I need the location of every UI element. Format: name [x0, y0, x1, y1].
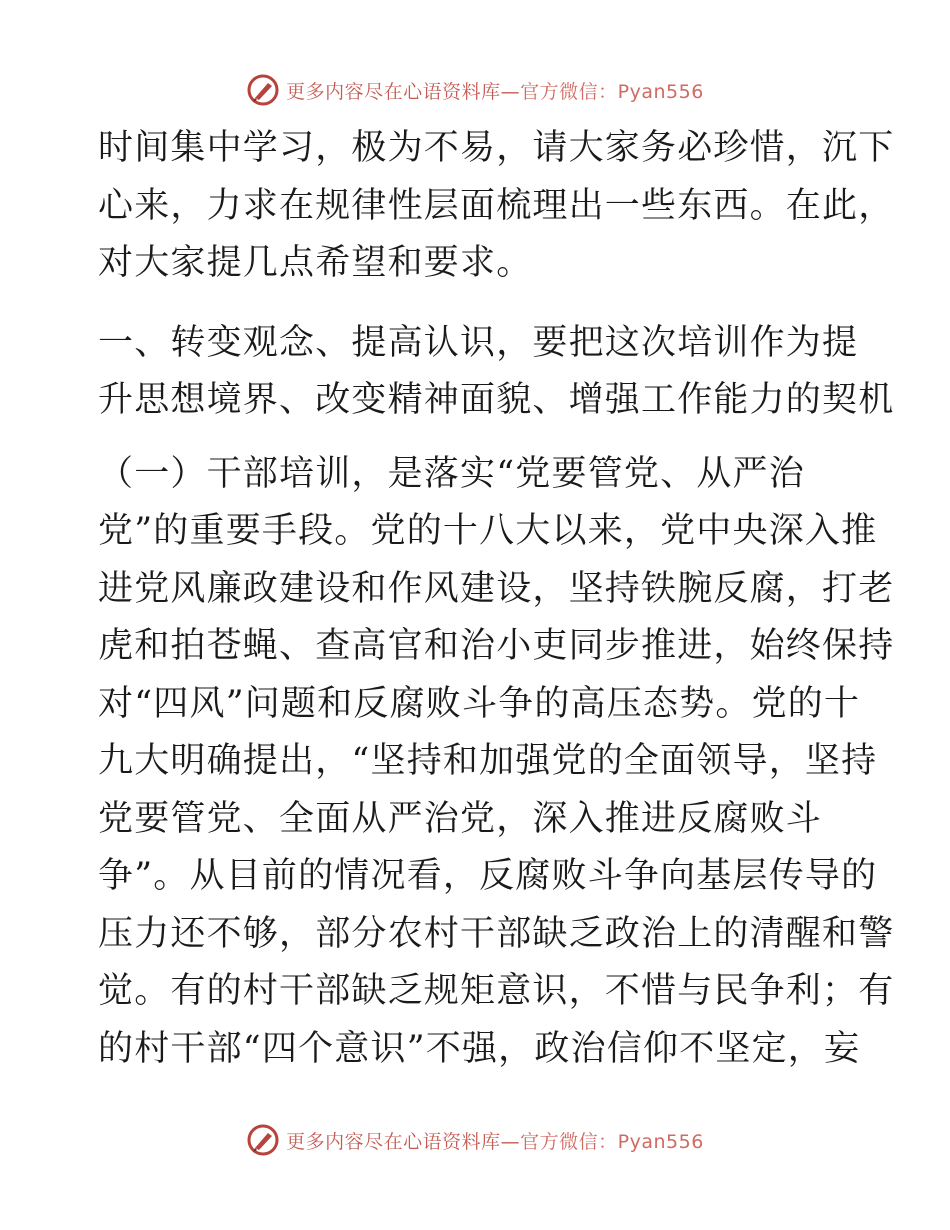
text-line: 心来，力求在规律性层面梳理出一些东西。在此，	[98, 185, 895, 226]
text-line: 九大明确提出，“坚持和加强党的全面领导，坚持	[98, 741, 878, 781]
document-body	[98, 120, 895, 1078]
text-line: 对大家提几点希望和要求。	[98, 243, 533, 283]
pen-logo-icon	[246, 73, 280, 107]
paragraph-intro	[98, 120, 895, 293]
pen-logo-icon	[246, 1123, 280, 1157]
header-banner-title: 更多内容尽在心语资料库—	[286, 80, 521, 103]
header-banner	[0, 70, 950, 110]
header-banner-wechat: 官方微信：Pyan556	[520, 80, 704, 103]
text-line: 争”。从目前的情况看，反腐败斗争向基层传导的	[98, 856, 878, 896]
footer-banner-title: 更多内容尽在心语资料库—	[286, 1130, 521, 1153]
footer-banner	[0, 1120, 950, 1160]
text-line: 党要管党、全面从严治党，深入推进反腐败斗	[98, 798, 823, 839]
text-line: （一）干部培训，是落实“党要管党、从严治	[98, 453, 805, 494]
footer-banner-text	[286, 1127, 704, 1154]
header-banner-text	[286, 77, 704, 104]
paragraph-subsection-1	[98, 446, 895, 1079]
text-line: 党”的重要手段。党的十八大以来，党中央深入推	[98, 511, 878, 551]
heading-line: 升思想境界、改变精神面貌、增强工作能力的契机	[98, 380, 895, 420]
text-line: 对“四风”问题和反腐败斗争的高压态势。党的十	[98, 683, 861, 724]
footer-banner-wechat: 官方微信：Pyan556	[520, 1130, 704, 1153]
paragraph-gap	[98, 293, 858, 315]
heading-line: 一、转变观念、提高认识，要把这次培训作为提	[98, 322, 859, 363]
text-line: 时间集中学习，极为不易，请大家务必珍惜，沉下	[98, 128, 895, 168]
text-line: 进党风廉政建设和作风建设，坚持铁腕反腐，打老	[98, 568, 895, 609]
text-line: 觉。有的村干部缺乏规矩意识，不惜与民争利；有	[98, 971, 895, 1011]
section-heading	[98, 315, 895, 430]
paragraph-gap	[98, 430, 858, 446]
text-line: 压力还不够，部分农村干部缺乏政治上的清醒和警	[98, 913, 895, 954]
text-line: 虎和拍苍蝇、查高官和治小吏同步推进，始终保持	[98, 626, 895, 666]
text-line: 的村干部“四个意识”不强，政治信仰不坚定，妄	[98, 1028, 861, 1069]
